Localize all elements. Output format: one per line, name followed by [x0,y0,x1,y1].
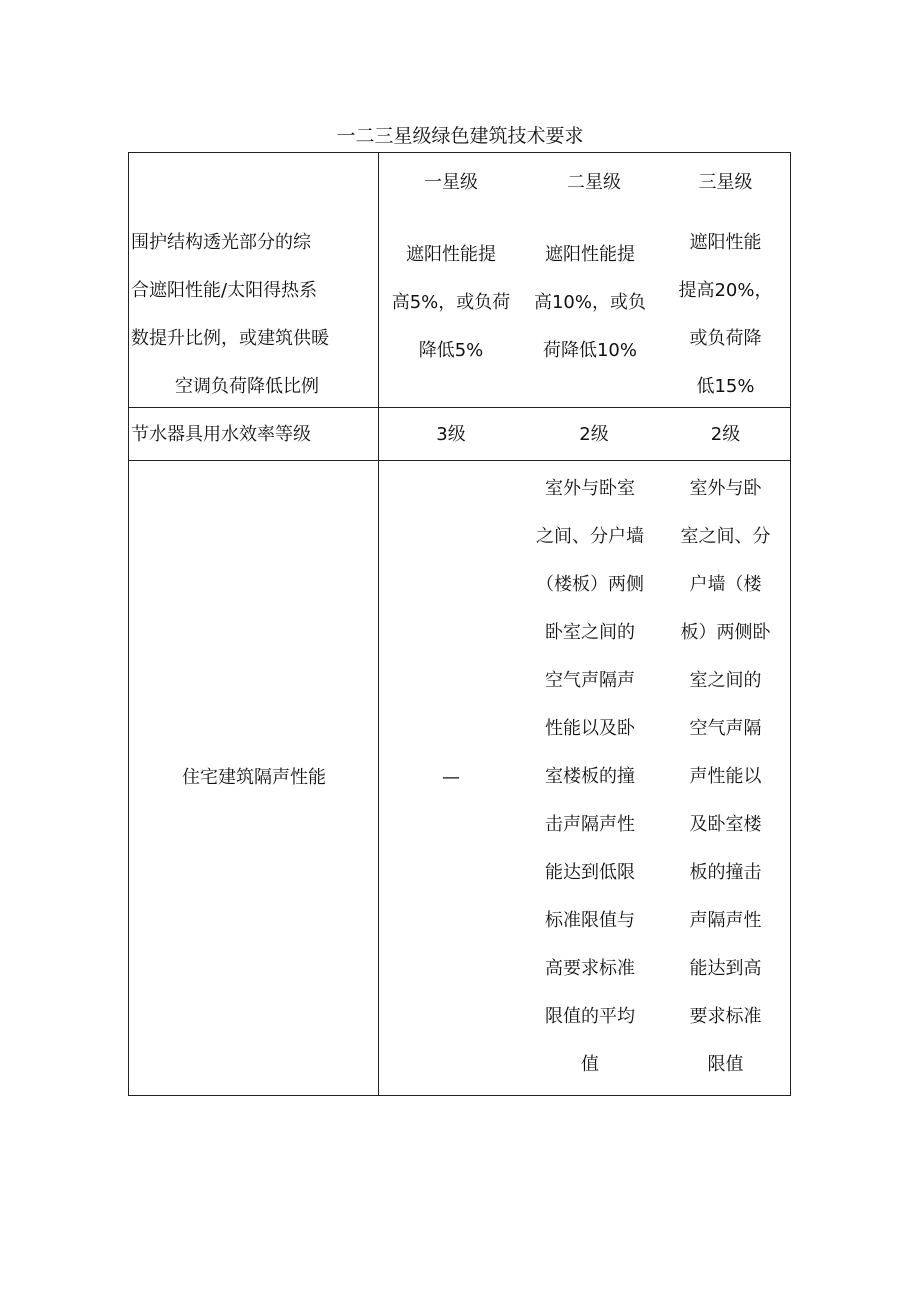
header-three-star: 三星级 [698,172,753,193]
header-one-star: 一星级 [424,172,478,193]
row1-two-star: 遮阳性能提 高10%，或负 荷降低10% [533,244,646,361]
row2-two-star: 2级 [579,424,609,445]
requirements-table [128,152,791,1096]
column-divider [378,153,379,1095]
row2-three-star: 2级 [710,424,741,445]
document-title: 一二三星级绿色建筑技术要求 [336,125,584,147]
header-two-star: 二星级 [567,172,621,193]
row3-label: 住宅建筑隔声性能 [182,767,326,788]
row2-label: 节水器具用水效率等级 [131,424,311,445]
row1-one-star: 遮阳性能提 高5%，或负荷 降低5% [391,244,511,361]
row2-one-star: 3级 [436,424,466,445]
row1-label: 围护结构透光部分的综 合遮阳性能/太阳得热系 数提升比例，或建筑供暖 空调负荷降低比例 [131,232,329,397]
row-divider [129,460,790,461]
row3-two-star: 室外与卧室 之间、分户墙 （楼板）两侧 卧室之间的 空气声隔声 性能以及卧 室楼板的撞 击声隔声性 能达到低限 标准限值与 高要求标准 限值的平均 值 [536,478,644,1075]
row3-three-star: 室外与卧 室之间、分 户墙（楼 板）两侧卧 室之间的 空气声隔 声性能以 及卧室楼 板的撞击 声隔声性 能达到高 要求标准 限值 [680,478,771,1075]
row1-three-star: 遮阳性能 提高20%， 或负荷降 低15% [678,232,773,397]
row3-one-star: — [442,767,460,788]
